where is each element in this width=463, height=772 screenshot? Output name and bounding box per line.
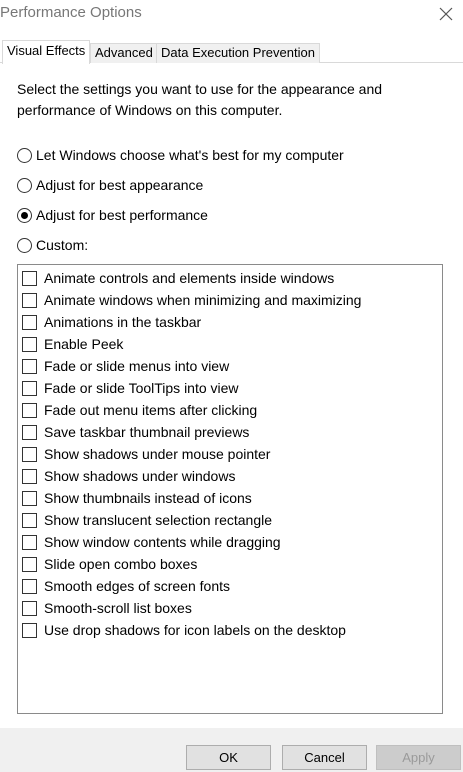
effect-label: Save taskbar thumbnail previews [44,424,250,440]
tab-strip [0,40,463,63]
visual-effects-panel [0,63,463,728]
checkbox[interactable] [22,513,37,528]
effect-item[interactable] [22,554,197,574]
effect-label: Use drop shadows for icon labels on the desktop [44,622,346,638]
close-icon [439,7,453,21]
button-bar [0,728,463,772]
effect-item[interactable] [22,598,192,618]
window-title: Performance Options [0,4,142,21]
close-button[interactable] [429,0,463,28]
effect-label: Show translucent selection rectangle [44,512,273,528]
effect-item[interactable] [22,312,201,332]
effect-item[interactable] [22,334,123,354]
effects-list[interactable] [17,264,443,714]
radio-let-windows-choose[interactable] [17,145,344,165]
checkbox[interactable] [22,623,37,638]
checkbox[interactable] [22,491,37,506]
checkbox[interactable] [22,579,37,594]
effect-item[interactable] [22,488,252,508]
checkbox[interactable] [22,557,37,572]
radio-button[interactable] [17,178,32,193]
checkbox[interactable] [22,425,37,440]
radio-label: Adjust for best appearance [36,177,204,193]
effect-item[interactable] [22,444,270,464]
radio-label: Custom: [36,237,89,253]
effect-item[interactable] [22,510,272,530]
ok-button[interactable]: OK [186,745,271,770]
effect-label: Slide open combo boxes [44,556,198,572]
radio-best-performance[interactable] [17,205,208,225]
effect-item[interactable] [22,290,361,310]
checkbox[interactable] [22,447,37,462]
effect-label: Animate controls and elements inside windows [44,270,335,286]
checkbox[interactable] [22,469,37,484]
effect-label: Enable Peek [44,336,124,352]
radio-best-appearance[interactable] [17,175,203,195]
effect-label: Show window contents while dragging [44,534,281,550]
tab-advanced[interactable]: Advanced [90,43,158,63]
tab-data-execution-prevention[interactable]: Data Execution Prevention [156,43,320,63]
effect-item[interactable] [22,532,281,552]
radio-button-selected[interactable] [17,208,32,223]
effect-item[interactable] [22,466,235,486]
checkbox[interactable] [22,403,37,418]
effect-item[interactable] [22,576,230,596]
radio-label: Adjust for best performance [36,207,208,223]
effect-item[interactable] [22,378,239,398]
radio-button[interactable] [17,238,32,253]
title-bar [0,0,463,30]
checkbox[interactable] [22,271,37,286]
checkbox[interactable] [22,535,37,550]
effect-label: Animations in the taskbar [44,314,202,330]
cancel-button[interactable]: Cancel [282,745,367,770]
checkbox[interactable] [22,337,37,352]
effect-item[interactable] [22,356,229,376]
effect-label: Smooth-scroll list boxes [44,600,192,616]
checkbox[interactable] [22,359,37,374]
effect-label: Animate windows when minimizing and maximizing [44,292,362,308]
apply-button[interactable]: Apply [376,745,461,770]
effect-item[interactable] [22,620,346,640]
effect-label: Show shadows under windows [44,468,236,484]
checkbox[interactable] [22,381,37,396]
effect-label: Smooth edges of screen fonts [44,578,230,594]
radio-button[interactable] [17,148,32,163]
checkbox[interactable] [22,293,37,308]
checkbox[interactable] [22,315,37,330]
tab-visual-effects[interactable]: Visual Effects [2,40,90,64]
effect-item[interactable] [22,400,257,420]
effect-label: Show thumbnails instead of icons [44,490,252,506]
effect-label: Fade or slide menus into view [44,358,230,374]
checkbox[interactable] [22,601,37,616]
radio-label: Let Windows choose what's best for my computer [36,147,344,163]
radio-custom[interactable] [17,235,88,255]
effect-label: Show shadows under mouse pointer [44,446,271,462]
intro-text: Select the settings you want to use for the appearance and performance of Windows on this computer. [17,81,383,118]
effect-item[interactable] [22,422,249,442]
effect-label: Fade out menu items after clicking [44,402,258,418]
effect-label: Fade or slide ToolTips into view [44,380,239,396]
effect-item[interactable] [22,268,334,288]
